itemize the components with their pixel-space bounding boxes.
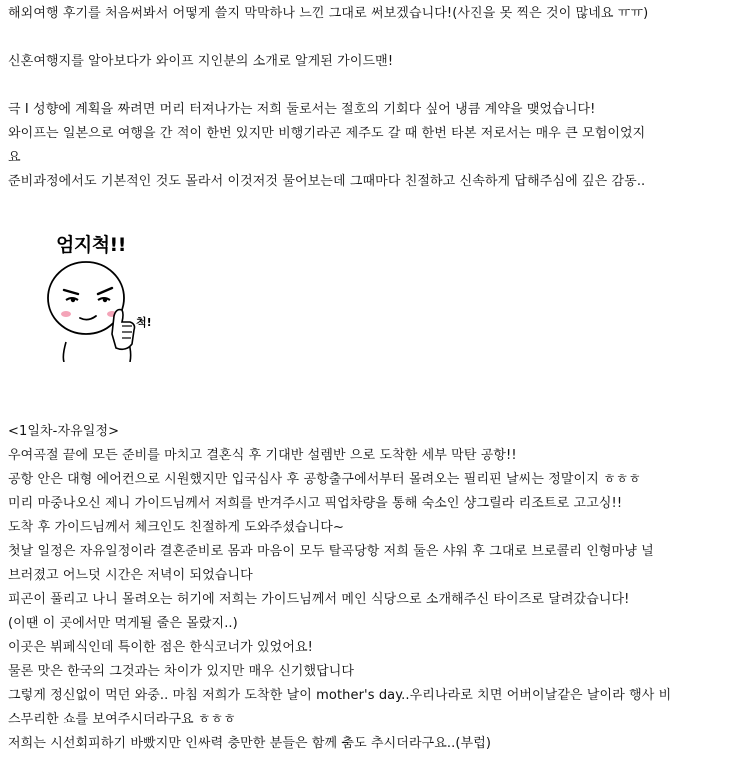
- post-line: 첫날 일정은 자유일정이라 결혼준비로 몸과 마음이 모두 탈곡당항 저희 둘은 샤워 후 그대로 브로콜리 인형마냥 널: [8, 544, 654, 559]
- post-line: 준비과정에서도 기본적인 것도 몰라서 이것저것 물어보는데 그때마다 친절하고 신속하게 답해주심에 깊은 감동..: [8, 174, 646, 189]
- post-line: 극 I 성향에 계획을 짜려면 머리 터져나가는 저희 둘로서는 절호의 기회다 싶어 냉큼 계약을 맺었습니다!: [8, 102, 596, 117]
- post-line: <1일차-자유일정>: [8, 424, 120, 439]
- sticker-caption: 엄지척!!: [56, 234, 126, 256]
- post-line: 그렇게 정신없이 먹던 와중.. 마침 저희가 도착한 날이 mother's day..우리나라로 치면 어버이날같은 날이라 행사 비: [8, 688, 672, 703]
- thumbs-up-face-icon: [42, 260, 152, 362]
- post-line: 저희는 시선회피하기 바빴지만 인싸력 충만한 분들은 함께 춤도 추시더라구요..(부럽): [8, 736, 492, 751]
- post-line: 신혼여행지를 알아보다가 와이프 지인분의 소개로 알게된 가이드맨!: [8, 54, 394, 69]
- thumbs-up-face-sticker: [42, 232, 152, 362]
- post-line: 이곳은 뷔페식인데 특이한 점은 한식코너가 있었어요!: [8, 640, 313, 655]
- post-line: 미리 마중나오신 제니 가이드님께서 저희를 반겨주시고 픽업차량을 통해 숙소인 샹그릴라 리조트로 고고싱!!: [8, 496, 623, 511]
- post-line: 피곤이 풀리고 나니 몰려오는 허기에 저희는 가이드님께서 메인 식당으로 소개해주신 타이즈로 달려갔습니다!: [8, 592, 630, 607]
- post-line: (이땐 이 곳에서만 먹게될 줄은 몰랐지..): [8, 616, 238, 631]
- post-line: 해외여행 후기를 처음써봐서 어떻게 쓸지 막막하나 느낀 그대로 써보겠습니다!(사진을 못 찍은 것이 많네요 ㅠㅠ): [8, 6, 649, 21]
- post-line: 스무리한 쇼를 보여주시더라구요 ㅎㅎㅎ: [8, 712, 236, 727]
- post-line: 물론 맛은 한국의 그것과는 차이가 있지만 매우 신기했답니다: [8, 664, 355, 679]
- post-line: 브러졌고 어느덧 시간은 저녁이 되었습니다: [8, 568, 253, 583]
- sticker-side-text: 척!: [136, 316, 152, 329]
- post-line: 요: [8, 150, 21, 165]
- post-line: 와이프는 일본으로 여행을 간 적이 한번 있지만 비행기라곤 제주도 갈 때 한번 타본 저로서는 매우 큰 모험이었지: [8, 126, 646, 141]
- post-line: 공항 안은 대형 에어컨으로 시원했지만 입국심사 후 공항출구에서부터 몰려오는 필리핀 날씨는 정말이지 ㅎㅎㅎ: [8, 472, 642, 487]
- post-line: 우여곡절 끝에 모든 준비를 마치고 결혼식 후 기대반 설렘반 으로 도착한 세부 막탄 공항!!: [8, 448, 517, 463]
- post-line: 도착 후 가이드님께서 체크인도 친절하게 도와주셨습니다~: [8, 520, 344, 535]
